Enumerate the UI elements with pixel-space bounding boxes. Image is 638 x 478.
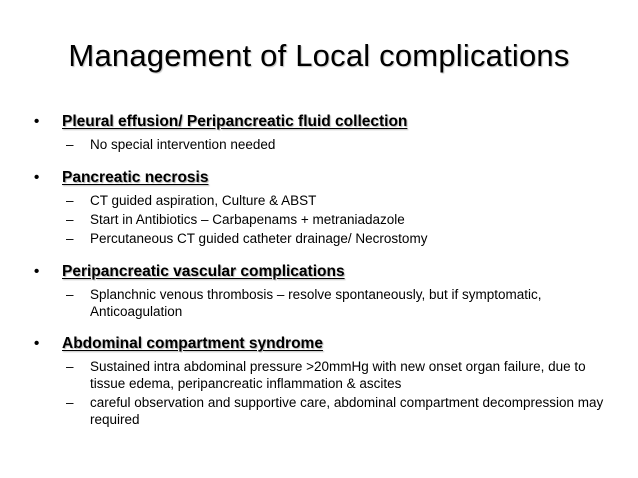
sub-item [34,211,614,228]
dash-icon: – [66,212,74,227]
sub-item-text: Splanchnic venous thrombosis – resolve spontaneously, but if symptomatic, Anticoagulation [90,287,542,319]
section-abdominal-compartment [34,334,614,428]
section-pancreatic-necrosis [34,168,614,247]
dash-icon: – [66,231,74,246]
section-heading: Abdominal compartment syndrome [62,335,323,352]
bullet-icon: • [34,169,40,186]
section-pleural-effusion [34,112,614,153]
sub-item-text: Percutaneous CT guided catheter drainage/ Necrostomy [90,231,428,246]
slide-title: Management of Local complications [68,38,570,73]
section-heading: Peripancreatic vascular complications [62,263,345,280]
slide-content [34,112,614,444]
sub-item-text: No special intervention needed [90,137,276,152]
sub-item [34,394,614,428]
bullet-heading [34,334,614,354]
bullet-heading [34,112,614,132]
sub-item-text: Start in Antibiotics – Carbapenams + metraniadazole [90,212,405,227]
sub-item [34,286,614,320]
dash-icon: – [66,395,74,410]
bullet-heading [34,168,614,188]
sub-item-text: Sustained intra abdominal pressure >20mmHg with new onset organ failure, due to tissue edema, peripancreatic inflammation & ascites [90,359,586,391]
sub-item [34,136,614,153]
section-vascular-complications [34,262,614,320]
bullet-icon: • [34,335,40,352]
sub-item [34,192,614,209]
dash-icon: – [66,137,74,152]
bullet-heading [34,262,614,282]
sub-item [34,358,614,392]
section-heading: Pleural effusion/ Peripancreatic fluid collection [62,113,408,130]
sub-item-text: careful observation and supportive care, abdominal compartment decompression may required [90,395,604,427]
sub-item [34,230,614,247]
dash-icon: – [66,287,74,302]
dash-icon: – [66,359,74,374]
sub-item-text: CT guided aspiration, Culture & ABST [90,193,317,208]
bullet-icon: • [34,263,40,280]
section-heading: Pancreatic necrosis [62,169,209,186]
dash-icon: – [66,193,74,208]
bullet-icon: • [34,113,40,130]
